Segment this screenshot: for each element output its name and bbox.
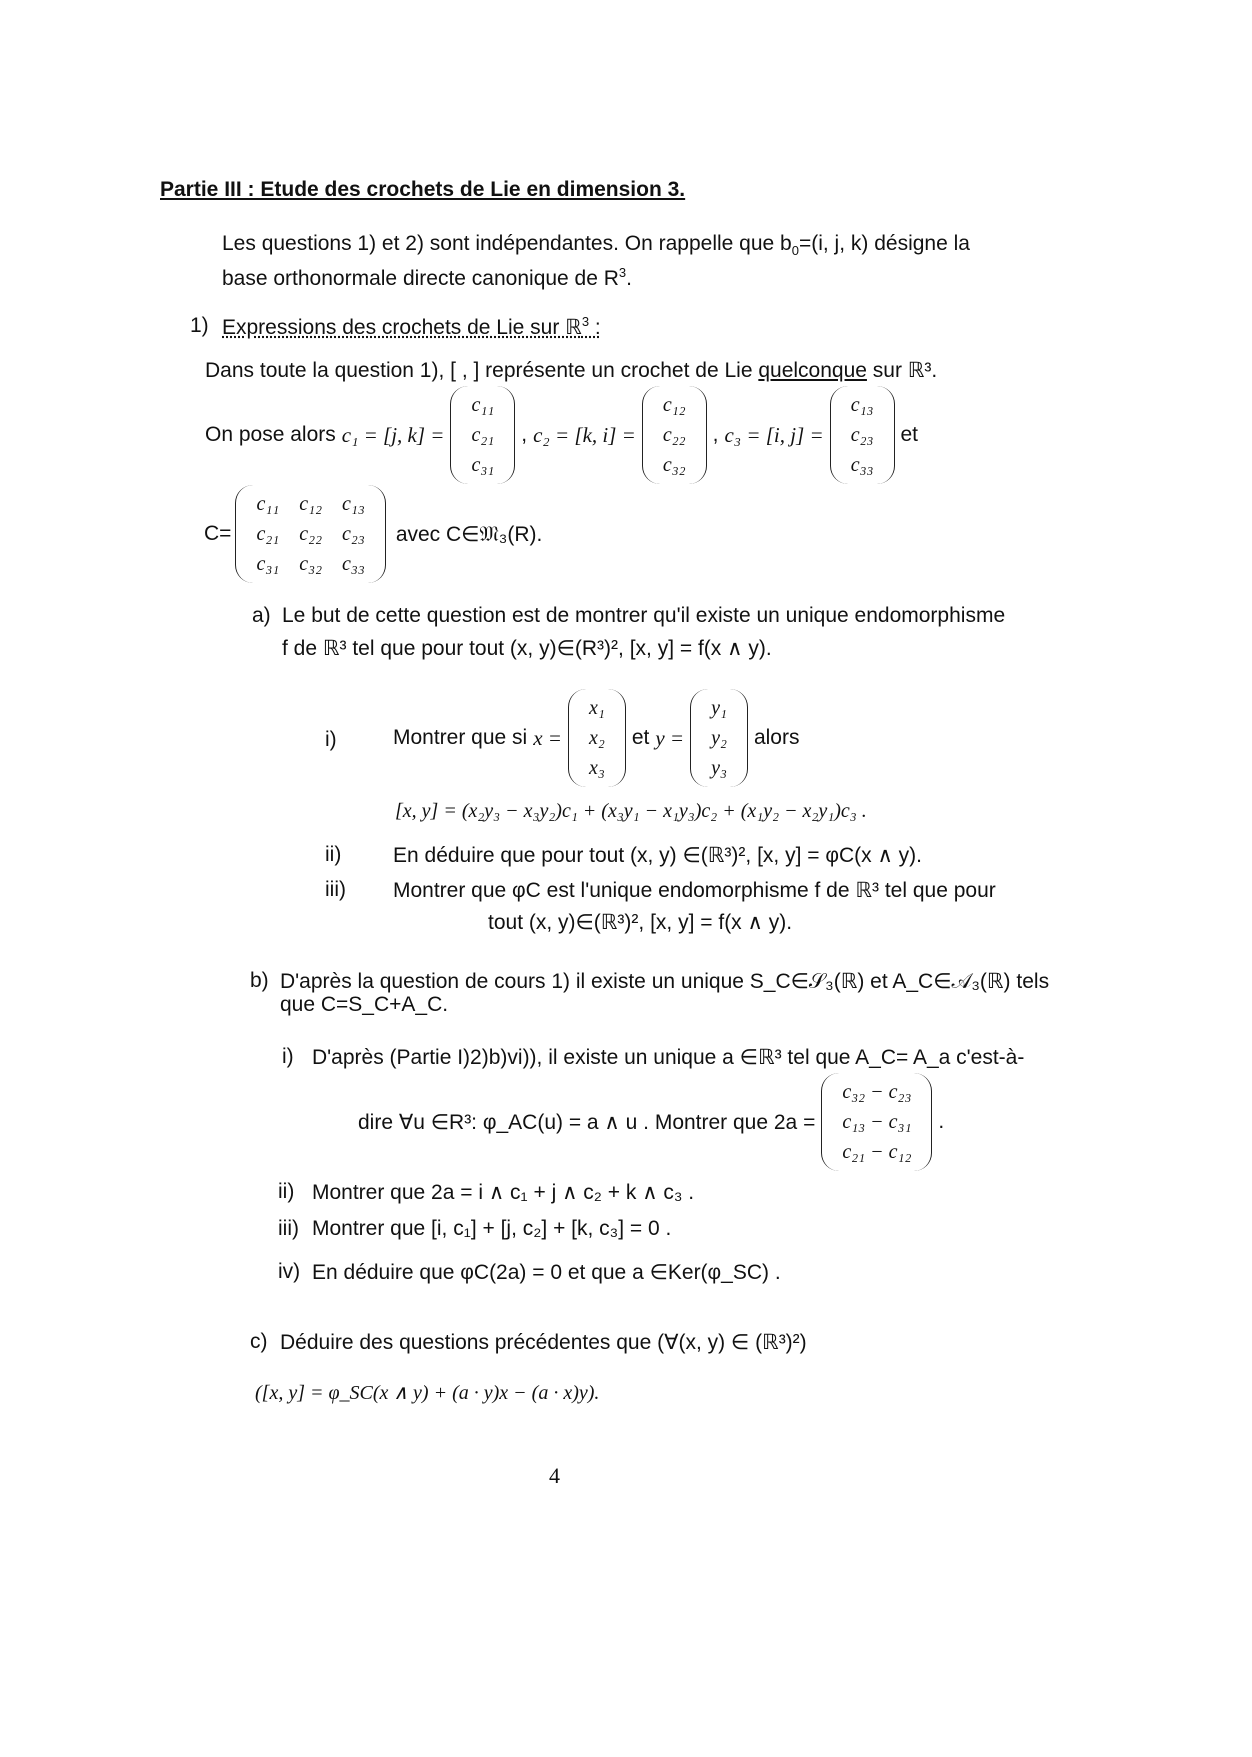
pose-label: On pose alors (205, 423, 336, 446)
qb-line-1: D'après la question de cours 1) il existe un unique S_C∈𝒮₃(ℝ) et A_C∈𝒜₃(ℝ) tels (280, 970, 1050, 993)
c3-column-vector (830, 386, 895, 484)
qc-label: c) (250, 1330, 268, 1353)
qaiii-text-1: Montrer que φC est l'unique endomorphisme f de ℝ³ tel que pour (393, 879, 996, 902)
cm-12: c₁₂ (299, 493, 323, 515)
qaii-text: En déduire que pour tout (x, y) ∈(ℝ³)², [x, y] = φC(x ∧ y). (393, 844, 922, 867)
question-1-intro (205, 358, 937, 383)
c-label: C= (204, 522, 232, 545)
pose-c3: c₃ = [i, j] = (724, 422, 824, 447)
y3: y₃ (711, 757, 727, 779)
qb-line-2: que C=S_C+A_C. (280, 993, 449, 1016)
qbi-dire-row: dire ∀u ∈R³: φ_AC(u) = a ∧ u . Montrer que 2a = c₃₂ − c₂₃ c₁₃ − c₃₁ c₂₁ − c₁₂ . (358, 1072, 944, 1172)
section-1-number: 1) (190, 314, 209, 337)
page-number: 4 (549, 1463, 560, 1488)
qbi-dire: dire ∀u ∈R³: φ_AC(u) = a ∧ u . Montrer que 2a = (358, 1110, 816, 1134)
qc-line-1: Déduire des questions précédentes que (∀(x, y) ∈ (ℝ³)²) (280, 1331, 807, 1354)
qai-alors: alors (753, 726, 800, 749)
c32: c₃₂ (662, 454, 686, 476)
cm-33: c₃₃ (342, 553, 365, 575)
qai-y: y = (655, 725, 685, 750)
cm-31: c₃₁ (256, 553, 280, 575)
qa-line-2: f de ℝ³ tel que pour tout (x, y)∈(R³)², [x, y] = f(x ∧ y). (282, 637, 772, 660)
q1-end: sur ℝ³. (872, 359, 938, 382)
x3: x₃ (588, 757, 605, 779)
intro-text-b: =(i, j, k) désigne la (798, 232, 970, 255)
qbi-text: D'après (Partie I)2)b)vi)), il existe un unique a ∈ℝ³ tel que A_C= A_a c'est-à- (312, 1046, 1025, 1069)
qbiii-text: Montrer que [i, c₁] + [j, c₂] + [k, c₃] = 0 . (312, 1217, 672, 1240)
part-title: Partie III : Etude des crochets de Lie en dimension 3. (160, 178, 686, 201)
cm-23: c₂₃ (342, 523, 365, 545)
a2: c₁₃ − c₃₁ (842, 1111, 912, 1133)
c23: c₂₃ (850, 424, 874, 446)
c-matrix-row (204, 484, 542, 584)
c-matrix (235, 485, 385, 583)
intro-line-2: base orthonormale directe canonique de $R^3$. (222, 265, 632, 290)
intro-line-1 (222, 232, 970, 258)
qa-label: a) (252, 604, 271, 627)
q1-line: Dans toute la question 1), [ , ] représente un crochet de Lie (205, 359, 753, 382)
intro-text-2: base orthonormale directe canonique de R (222, 267, 619, 290)
pose-c1: c₁ = [j, k] = (341, 422, 445, 447)
section-1-title: Expressions des crochets de Lie sur ℝ$^3$ : (222, 314, 601, 339)
c2-column-vector (642, 386, 707, 484)
qai-x: x = (533, 725, 562, 750)
cm-32: c₃₂ (299, 553, 323, 575)
cm-21: c₂₁ (256, 523, 280, 545)
qbiv-text: En déduire que φC(2a) = 0 et que a ∈Ker(φ_SC) . (312, 1261, 781, 1284)
c31: c₃₁ (471, 454, 495, 476)
a-column-vector (821, 1073, 932, 1171)
qbii-text: Montrer que 2a = i ∧ c₁ + j ∧ c₂ + k ∧ c₃ . (312, 1181, 695, 1204)
a3: c₂₁ − c₁₂ (842, 1141, 912, 1163)
qaii-label: ii) (325, 843, 342, 866)
c13: c₁₃ (850, 394, 874, 416)
c33: c₃₃ (850, 454, 874, 476)
qb-label: b) (250, 969, 269, 992)
c11: c₁₁ (471, 394, 495, 416)
cm-11: c₁₁ (256, 493, 280, 515)
x2: x₂ (588, 727, 605, 749)
y2: y₂ (711, 727, 727, 749)
pose-c2: c₂ = [k, i] = (533, 422, 636, 447)
qbiii-label: iii) (278, 1217, 299, 1240)
x-column-vector (568, 689, 626, 787)
qaiii-text-2: tout (x, y)∈(ℝ³)², [x, y] = f(x ∧ y). (488, 911, 793, 934)
c12: c₁₂ (662, 394, 686, 416)
qai-label: i) (325, 728, 337, 751)
b0-subscript: 0 (791, 243, 799, 259)
cm-13: c₁₃ (342, 493, 365, 515)
y1: y₁ (711, 697, 727, 719)
c21: c₂₁ (471, 424, 495, 446)
a1: c₃₂ − c₂₃ (842, 1081, 912, 1103)
y-column-vector (690, 689, 748, 787)
c1-column-vector (450, 386, 515, 484)
qai-formula: [x, y] = (x₂y₃ − x₃y₂)c₁ + (x₃y₁ − x₁y₃)c₂ + (x₁y₂ − x₂y₁)c₃ . (395, 800, 867, 822)
qai-text: Montrer que si (393, 726, 528, 749)
qbiv-label: iv) (278, 1260, 301, 1283)
intro-text-a: Les questions 1) et 2) sont indépendantes. On rappelle que b (222, 232, 792, 255)
qa-line-1: Le but de cette question est de montrer qu'il existe un unique endomorphisme (282, 604, 1006, 627)
c-avec: avec C∈𝔐₃(R). (395, 522, 543, 546)
c22: c₂₂ (662, 424, 686, 446)
qai-et: et (631, 726, 650, 749)
qbi-label: i) (282, 1045, 294, 1068)
qc-line-2: ([x, y] = φ_SC(x ∧ y) + (a · y)x − (a · x)y). (255, 1382, 600, 1404)
et-label: et (900, 423, 919, 446)
pose-row: On pose alors c₁ = [j, k] = c₁₁ c₂₁ c₃₁ , c₂ = [k, i] = c₁₂ c₂₂ c₃₂ , c₃ = [i, j] = c₁₃ c₂₃ c₃₃ et (205, 385, 918, 485)
x1: x₁ (588, 697, 605, 719)
qai-row (393, 688, 799, 788)
section-1-title-text: Expressions des crochets de Lie sur ℝ (222, 316, 582, 339)
cm-22: c₂₂ (299, 523, 323, 545)
q1-quelconque: quelconque (758, 359, 867, 382)
qbii-label: ii) (278, 1180, 295, 1203)
qaiii-label: iii) (325, 878, 346, 901)
